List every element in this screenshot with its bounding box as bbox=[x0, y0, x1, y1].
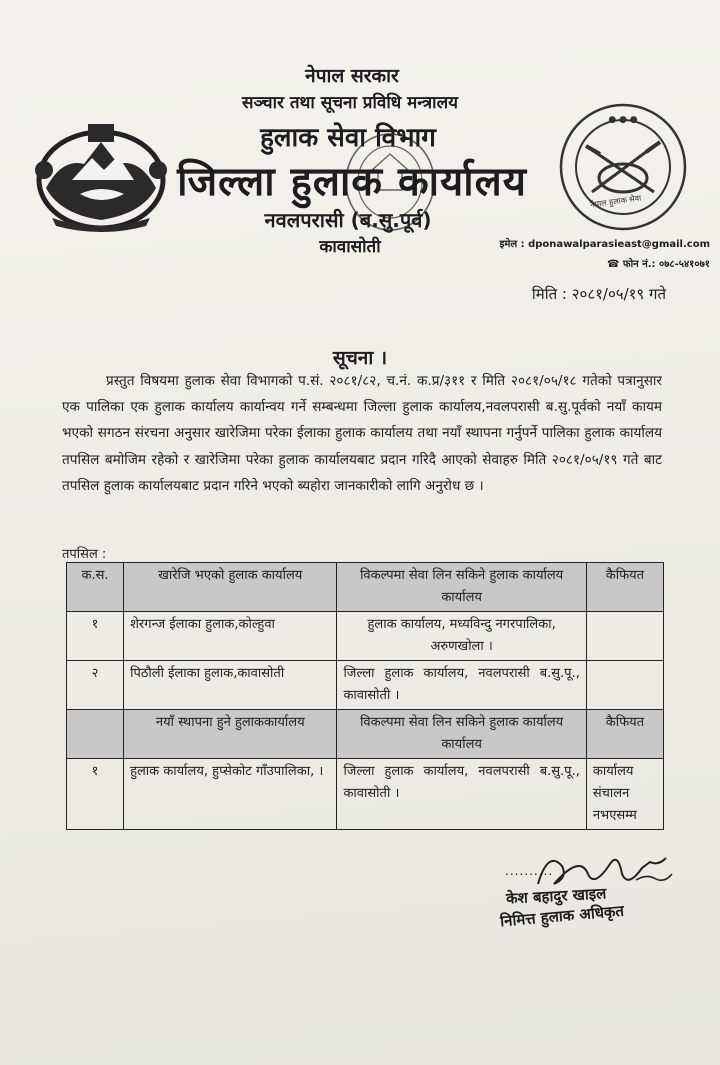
row-serial: १ bbox=[67, 612, 124, 661]
row-alternative: हुलाक कार्यालय, मध्यविन्दु नगरपालिका, अरुणखोला । bbox=[337, 612, 586, 661]
row-office: पिठौली ईलाका हुलाक,कावासोती bbox=[124, 661, 337, 710]
seal-text: नेपाल हुलाक सेवा bbox=[589, 193, 642, 210]
email-text: इमेल : dponawalparasieast@gmail.com bbox=[499, 239, 710, 250]
subheader-new-office: नयाँ स्थापना हुने हुलाककार्यालय bbox=[124, 710, 337, 759]
phone-text: ☎ फोन नं.: ०७८-५४१०७१ bbox=[606, 259, 710, 270]
row-serial: १ bbox=[67, 759, 124, 830]
location-heading: कावासोती bbox=[319, 237, 381, 257]
row-remarks bbox=[586, 612, 663, 661]
letter-date: मिति : २०८१/०५/१९ गते bbox=[531, 285, 666, 303]
header-closed-office: खारेजि भएको हुलाक कार्यालय bbox=[124, 563, 337, 612]
govt-heading: नेपाल सरकार bbox=[305, 65, 399, 87]
table-header-row bbox=[67, 563, 664, 612]
notice-body: प्रस्तुत विषयमा हुलाक सेवा विभागको प.सं. २०८१/८२, च.नं. क.प्र/३११ र मिति २०८१/०५/१८ गतेको पत्रानुसार एक पालिका एक हुलाक कार्यालय कार्यान्वय गर्ने सम्बन्धमा जिल्ला हुलाक कार्यालय,नवलपरासी ब.सु.पूर्वको नयाँ कायम भएको सगठन संरचना अनुसार खारेजिमा परेका ईलाका हुलाक कार्यालय तथा नयाँ स्थापना गर्नुपर्ने पालिका हुलाक कार्यालय तपसिल बमोजिम रहेको र खारेजिमा परेका हुलाक कार्यालयबाट प्रदान गरिदै आएको सेवाहरु मिति २०८१/०५/१९ गते बाट तपसिल हुलाक कार्यालयबाट प्रदान गरिने भएको ब्यहोरा जानकारीको लागि अनुरोध छ । bbox=[62, 373, 662, 494]
table-row bbox=[67, 661, 664, 710]
notice-title: सूचना । bbox=[332, 347, 388, 369]
signature-line: .......... bbox=[505, 864, 554, 878]
office-heading: जिल्ला हुलाक कार्यालय bbox=[177, 159, 527, 205]
table-row bbox=[67, 612, 664, 661]
row-alternative: जिल्ला हुलाक कार्यालय, नवलपरासी ब.सु.पू., कावासोती । bbox=[337, 759, 586, 830]
row-serial: २ bbox=[67, 661, 124, 710]
header-alternative-office: विकल्पमा सेवा लिन सकिने हुलाक कार्यालय कार्यालय bbox=[337, 563, 586, 612]
svg-text:● ● ●: ● ● ● bbox=[608, 115, 638, 125]
table-subheader-row bbox=[67, 710, 664, 759]
department-heading: हुलाक सेवा विभाग bbox=[260, 123, 436, 153]
row-office: शेरगन्ज ईलाका हुलाक,कोल्हुवा bbox=[124, 612, 337, 661]
subheader-blank bbox=[67, 710, 124, 759]
row-alternative: जिल्ला हुलाक कार्यालय, नवलपरासी ब.सु.पू., कावासोती । bbox=[337, 661, 586, 710]
row-remarks: कार्यालय संचालन नभएसम्म bbox=[586, 759, 663, 830]
details-table bbox=[66, 562, 664, 830]
signatory-title: निमित्त हुलाक अधिकृत bbox=[499, 901, 625, 931]
subheader-remarks: कैफियत bbox=[586, 710, 663, 759]
row-office: हुलाक कार्यालय, हुप्सेकोट गाँउपालिका, । bbox=[124, 759, 337, 830]
ministry-heading: सञ्चार तथा सूचना प्रविधि मन्त्रालय bbox=[242, 93, 458, 113]
signatory-name: केश बहादुर खाइल bbox=[505, 884, 607, 908]
row-remarks bbox=[586, 661, 663, 710]
header-serial: क.स. bbox=[67, 563, 124, 612]
subheader-alternative-office: विकल्पमा सेवा लिन सकिने हुलाक कार्यालय कार्यालय bbox=[337, 710, 586, 759]
tapasil-label: तपसिल : bbox=[62, 547, 107, 562]
header-remarks: कैफियत bbox=[586, 563, 663, 612]
district-heading: नवलपरासी (ब.सु.पूर्व) bbox=[264, 208, 432, 232]
table-row bbox=[67, 759, 664, 830]
